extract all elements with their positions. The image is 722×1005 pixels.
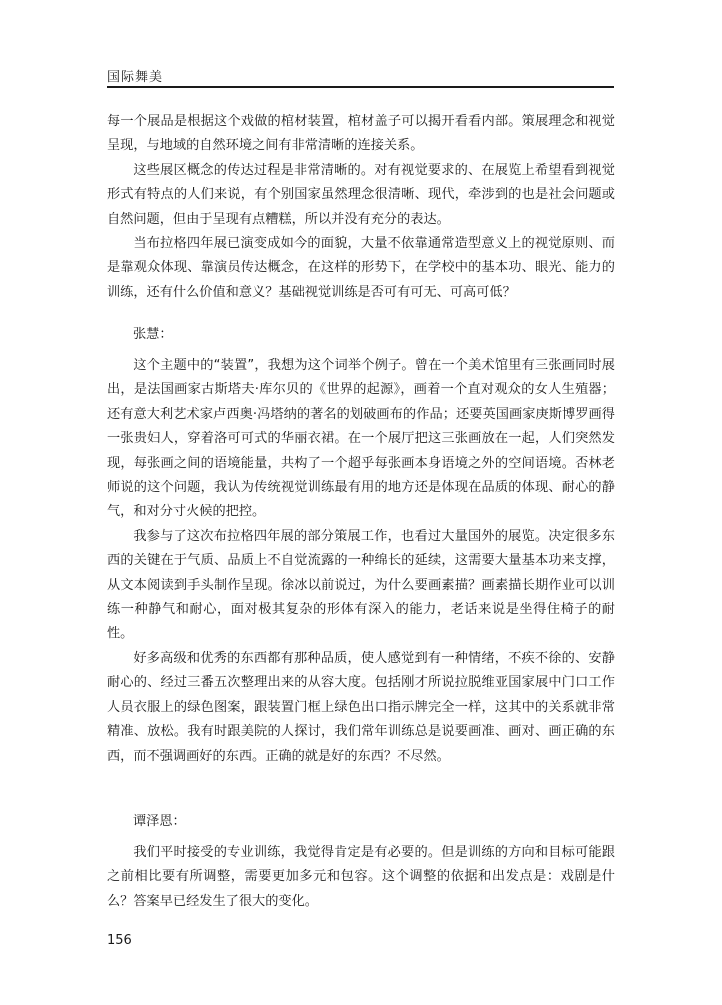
header-divider	[107, 86, 614, 88]
page-number: 156	[107, 933, 132, 948]
speaker-label: 张慧：	[133, 327, 173, 342]
paragraph: 我们平时接受的专业训练，我觉得肯定是有必要的。但是训练的方向和目标可能跟之前相比要有所调整，需要更加多元和包容。这个调整的依据和出发点是：戏剧是什么？答案早已经发生了很大的变化。	[107, 845, 615, 909]
paragraph: 我参与了这次布拉格四年展的部分策展工作，也看过大量国外的展览。决定很多东西的关键在于气质、品质上不自觉流露的一种绵长的延续，这需要大量基本功来支撑，从文本阅读到手头制作呈现。徐冰以前说过，为什么要画素描？画素描长期作业可以训练一种静气和耐心，面对极其复杂的形体有深入的能力，老话来说是坐得住椅子的耐性。	[107, 528, 615, 642]
paragraph: 好多高级和优秀的东西都有那种品质，使人感觉到有一种情绪，不疾不徐的、安静耐心的、经过三番五次整理出来的从容大度。包括刚才所说拉脱维亚国家展中门口工作人员衣服上的绿色图案，跟装置门框上绿色出口指示牌完全一样，这其中的关系就非常精准、放松。我有时跟美院的人探讨，我们常年训练总是说要画准、画对、画正确的东西，而不强调画好的东西。正确的就是好的东西？不尽然。	[107, 650, 615, 764]
text-block-3	[107, 841, 615, 914]
speaker-label: 谭泽恩：	[133, 814, 186, 829]
paragraph: 当布拉格四年展已演变成如今的面貌，大量不依靠通常造型意义上的视觉原则、而是靠观众体现、靠演员传达概念，在这样的形势下，在学校中的基本功、眼光、能力的训练，还有什么价值和意义？基础视觉训练是否可有可无、可高可低？	[107, 236, 615, 300]
paragraph: 这个主题中的“装置”，我想为这个词举个例子。曾在一个美术馆里有三张画同时展出，是法国画家古斯塔夫·库尔贝的《世界的起源》，画着一个直对观众的女人生殖器；还有意大利艺术家卢西奥·冯塔纳的著名的划破画布的作品；还要英国画家庚斯博罗画得一张贵妇人，穿着洛可可式的华丽衣裙。在一个展厅把这三张画放在一起，人们突然发现，每张画之间的语境能量，共构了一个超乎每张画本身语境之外的空间语境。否林老师说的这个问题，我认为传统视觉训练最有用的地方还是体现在品质的体现、耐心的静气，和对分寸火候的把控。	[107, 358, 615, 520]
text-block-1	[107, 110, 615, 305]
text-block-2	[107, 354, 615, 769]
paragraph: 每一个展品是根据这个戏做的棺材装置，棺材盖子可以揭开看看内部。策展理念和视觉呈现，与地域的自然环境之间有非常清晰的连接关系。	[107, 114, 615, 154]
paragraph: 这些展区概念的传达过程是非常清晰的。对有视觉要求的、在展览上希望看到视觉形式有特点的人们来说，有个别国家虽然理念很清晰、现代，牵涉到的也是社会问题或自然问题，但由于呈现有点糟糕，所以并没有充分的表达。	[107, 162, 615, 227]
running-header-title: 国际舞美	[107, 70, 164, 85]
